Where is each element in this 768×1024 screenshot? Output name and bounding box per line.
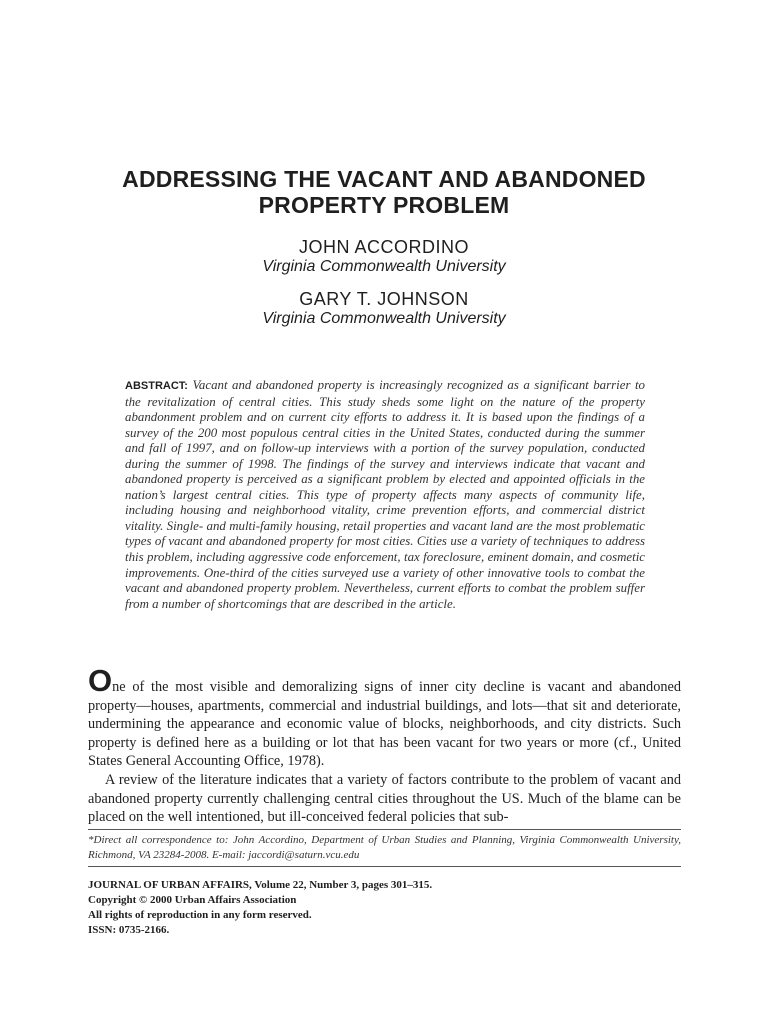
author-block xyxy=(60,289,708,328)
abstract-label: ABSTRACT: xyxy=(125,380,188,392)
title-line-2: PROPERTY PROBLEM xyxy=(258,192,510,218)
body-paragraph xyxy=(88,663,681,771)
issn-line: ISSN: 0735-2166. xyxy=(88,924,170,936)
abstract xyxy=(125,378,645,612)
drop-cap: O xyxy=(88,663,113,698)
author-affiliation: Virginia Commonwealth University xyxy=(262,258,506,275)
title-line-1: ADDRESSING THE VACANT AND ABANDONED xyxy=(122,166,646,192)
footer-divider xyxy=(88,866,681,867)
author-block xyxy=(60,237,708,276)
footnote-divider xyxy=(88,829,681,830)
article-title xyxy=(60,166,708,218)
journal-info xyxy=(88,878,432,938)
author-name: GARY T. JOHNSON xyxy=(299,289,469,309)
abstract-text: Vacant and abandoned property is increasingly recognized as a significant barrier to the revitalization of central cities. This study sheds some light on the nature of the property abandonment problem and on current city efforts to address it. It is based upon the findings of a survey of the 200 most populous central cities in the United States, conducted during the summer and fall of 1997, and on follow-up interviews with a portion of the survey population, conducted during the summer of 1998. The findings of the survey and interviews indicate that vacant and abandoned property is perceived as a significant problem by elected and appointed officials in the nation’s largest central cities. This type of property affects many aspects of community life, including housing and neighborhood vitality, crime prevention efforts, and commercial district vitality. Single- and multi-family housing, retail properties and vacant land are the most problematic types of vacant and abandoned property for most cities. Cities use a variety of techniques to address this problem, including aggressive code enforcement, tax foreclosure, eminent domain, and cosmetic improvements. One-third of the cities surveyed use a variety of other innovative tools to combat the vacant and abandoned property problem. Nevertheless, current efforts to combat the problem suffer from a number of shortcomings that are described in the article. xyxy=(125,378,645,611)
journal-citation: JOURNAL OF URBAN AFFAIRS, Volume 22, Number 3, pages 301–315. xyxy=(88,879,433,891)
correspondence-footnote: *Direct all correspondence to: John Accordino, Department of Urban Studies and Planning, Virginia Commonwealth University, Richmond, VA 23284-2008. E-mail: jaccordi@saturn.vcu.edu xyxy=(88,834,681,861)
rights-line: All rights of reproduction in any form reserved. xyxy=(88,909,312,921)
author-name: JOHN ACCORDINO xyxy=(298,237,469,257)
body-paragraph: A review of the literature indicates that a variety of factors contribute to the problem of vacant and abandoned property currently challenging central cities throughout the US. Much of the blame can be placed on the well intentioned, but ill-conceived federal policies that sub- xyxy=(88,771,681,826)
body-paragraph-text: ne of the most visible and demoralizing signs of inner city decline is vacant and abandoned property—houses, apartments, commercial and industrial buildings, and lots—that sit and deteriorate, undermining the appearance and economic value of blocks, neighborhoods, and city districts. Such property is defined here as a building or lot that has been vacant for two years or more (cf., United States General Accounting Office, 1978). xyxy=(88,679,681,770)
author-affiliation: Virginia Commonwealth University xyxy=(262,310,506,327)
copyright-line: Copyright © 2000 Urban Affairs Association xyxy=(88,894,297,906)
article-body xyxy=(88,663,681,827)
